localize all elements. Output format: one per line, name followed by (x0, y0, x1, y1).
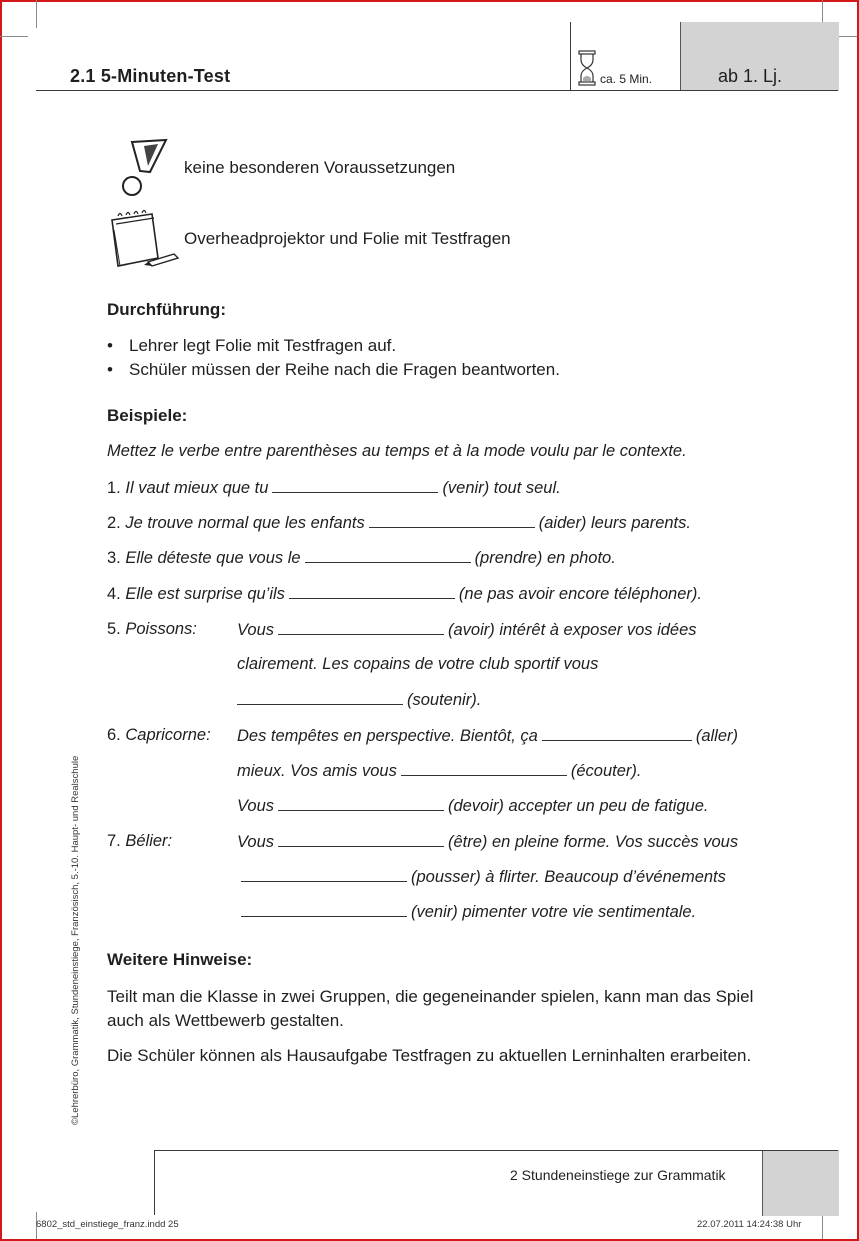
exercise-7-label: 7. Bélier: (107, 832, 173, 850)
exercise-3: 3. Elle déteste que vous le (prendre) en photo. (107, 549, 616, 567)
exercise-5-label: 5. Poissons: (107, 620, 197, 638)
copyright-sidebar: ©Lehrerbüro, Grammatik, Stundeneinstiege, Französisch, 5.-10. Haupt- und Realschule (70, 755, 81, 1125)
notes-paragraph-2: Die Schüler können als Hausaufgabe Testfragen zu aktuellen Lerninhalten erarbeiten. (107, 1046, 752, 1065)
list-item: • Schüler müssen der Reihe nach die Fragen beantworten. (107, 360, 560, 379)
hourglass-icon (578, 50, 596, 86)
materials-text: Overheadprojektor und Folie mit Testfragen (184, 229, 511, 248)
exercise-5-line-2: clairement. Les copains de votre club sportif vous (237, 655, 599, 673)
exercise-6-line-2: mieux. Vos amis vous (écouter). (237, 762, 642, 780)
exercise-6-line-3: Vous (devoir) accepter un peu de fatigue. (237, 797, 709, 815)
header-divider (570, 22, 571, 91)
answer-blank (278, 620, 444, 635)
answer-blank (237, 690, 403, 705)
exercise-4: 4. Elle est surprise qu’ils (ne pas avoir encore téléphoner). (107, 585, 702, 603)
exercise-6-line-1: Des tempêtes en perspective. Bientôt, ça (aller) (237, 727, 738, 745)
footer-divider (154, 1150, 155, 1215)
answer-blank (401, 761, 567, 776)
examples-instruction: Mettez le verbe entre parenthèses au temps et à la mode voulu par le contexte. (107, 442, 687, 460)
crop-mark (0, 36, 28, 37)
exercise-2: 2. Je trouve normal que les enfants (aider) leurs parents. (107, 514, 691, 532)
answer-blank (272, 478, 438, 493)
exercise-6-label: 6. Capricorne: (107, 726, 211, 744)
footer-grey-box (762, 1150, 839, 1216)
header-rule (36, 90, 838, 91)
answer-blank (289, 584, 455, 599)
level-label: ab 1. Lj. (718, 66, 783, 86)
exercise-7-line-2: (pousser) à flirter. Beaucoup d’événements (241, 867, 726, 887)
footer-date-slug: 22.07.2011 14:24:38 Uhr (697, 1219, 802, 1230)
answer-blank (305, 548, 471, 563)
exercise-5-line-1: Vous (avoir) intérêt à exposer vos idées (237, 621, 697, 639)
exercise-5-line-3: (soutenir). (237, 690, 481, 710)
exercise-7-line-3: (venir) pimenter votre vie sentimentale. (241, 902, 696, 922)
crop-mark (36, 0, 37, 28)
procedure-heading: Durchführung: (107, 300, 226, 319)
footer-file-slug: 6802_std_einstiege_franz.indd 25 (36, 1219, 179, 1230)
exercise-1: 1. Il vaut mieux que tu (venir) tout seul. (107, 479, 561, 497)
page-title: 2.1 5-Minuten-Test (70, 66, 231, 86)
answer-blank (542, 726, 692, 741)
notes-paragraph-1: Teilt man die Klasse in zwei Gruppen, die gegeneinander spielen, kann man das Spiel auch als Wettbewerb gestalten. (107, 987, 754, 1030)
answer-blank (278, 832, 444, 847)
prerequisite-text: keine besonderen Voraussetzungen (184, 158, 456, 177)
answer-blank (241, 902, 407, 917)
answer-blank (241, 867, 407, 882)
exclamation-icon (110, 138, 172, 198)
duration-label: ca. 5 Min. (600, 72, 653, 86)
examples-heading: Beispiele: (107, 406, 188, 425)
exercise-7-line-1: Vous (être) en pleine forme. Vos succès vous (237, 833, 739, 851)
footer-chapter: 2 Stundeneinstiege zur Grammatik (510, 1167, 726, 1183)
answer-blank (278, 796, 444, 811)
notepad-pencil-icon (108, 208, 180, 272)
notes-heading: Weitere Hinweise: (107, 950, 253, 969)
crop-mark (822, 1212, 823, 1239)
answer-blank (369, 513, 535, 528)
list-item: • Lehrer legt Folie mit Testfragen auf. (107, 336, 397, 355)
footer-rule (154, 1150, 838, 1151)
